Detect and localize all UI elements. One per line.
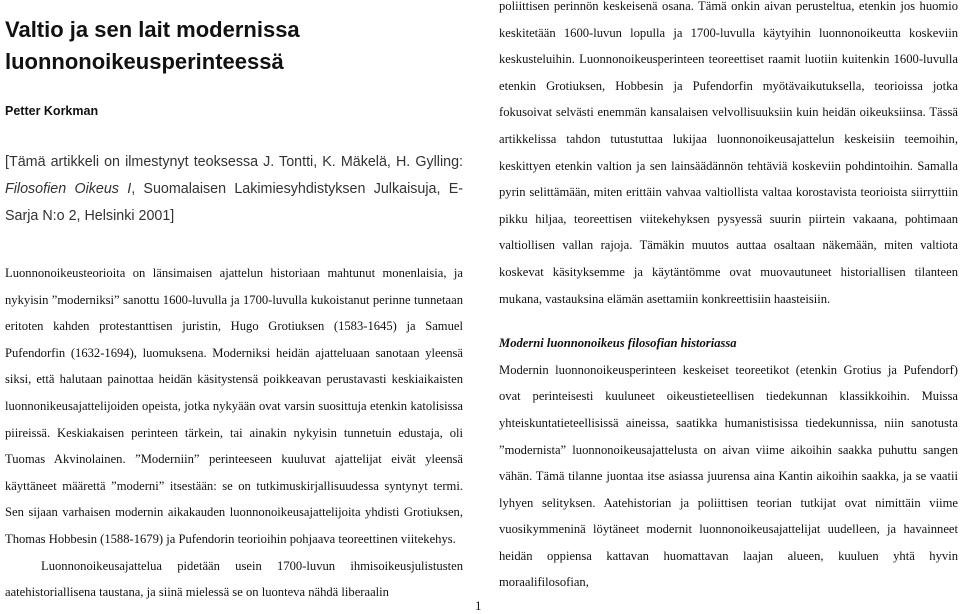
paragraph-continuation: poliittisen perinnön keskeisenä osana. Tämä onkin aivan perusteltua, etenkin jos huomio keskitetään 1600-luvun lopulla ja 1700-luvulla käytyihin luonnonoikeutta koskeviin keskusteluihin. Luonnonoikeusperinteen teoreettiset raamit luotiin kuitenkin 1600-luvulla etenkin Grotiuksen, Hobbesin ja Pufendorfin myötävaikutuksella, teorioissa jotka fokusoivat selvästi enemmän kansalaisen velvollisuuksiin kuin heidän oikeuksiinsa. Tässä artikkelissa tahdon tutustuttaa lukijaa luonnonoikeusajattelun keskeisiin teemoihin, keskittyen etenkin valtion ja sen lainsäädännön tehtäviä koskeviin pohdintoihin. Samalla pyrin selittämään, miten erittäin vahvaa valtiollista valtaa korostavista teorioista siirryttiin pikku hiljaa, teoreettisen viitekehyksen pysyessä suurin piirtein vakaana, pohtimaan valtiollisen vallan rajoja. Tämäkin muutos auttaa osaltaan näkemään, miten valtiota koskevat käsityksemme ja käytäntömme ovat muovautuneet historiallisen tilanteen mukana, vastauksina elämän asettamiin konkreettisiin haasteisiin. (499, 0, 958, 306)
paragraph-liberal-heritage: Luonnonoikeusajattelua pidetään usein 1700-luvun ihmisoikeusjulistusten aatehistoriallisena taustana, ja siinä mielessä se on luonteva nähdä liberaalin (5, 558, 463, 600)
citation-suffix: , Suomalaisen Lakimiesyhdistyksen Julkaisuja, E-Sarja N:o 2, Helsinki 2001] (5, 181, 464, 224)
intro-paragraph: Luonnonoikeusteorioita on länsimaisen ajattelun historiaan mahtunut monenlaisia, ja nykyisin ”moderniksi” sanottu 1600-luvulla ja 1700-luvulla kukoistanut perinne tunnetaan eritoten kahden protestanttisen juristin, Hugo Grotiuksen (1583-1645) ja Samuel Pufendorfin (1632-1694), luomuksena. Moderniksi heidän ajatteluaan sanotaan yleensä siksi, että halutaan painottaa heidän käsitystensä poikkeavan perustavasti keskiaikaisten luonnonikeusajattelijoiden opeista, jotka nykyään ovat varsin suosittuja etenkin katolisissa piireissä. Keskiakaisen perinteen tärkein, tai ainakin nykyisin tunnetuin edustaja, oli Tuomas Akvinolainen. ”Moderniin” perinteeseen kuuluvat ajattelijat eivät yleensä käyttäneet määrettä ”moderni” itsestään: se on tutkimuskirjallisuudessa syntynyt termi. Sen sijaan varhaisen modernin aikakauden luonnonoikeusajattelijoita yhdisti Grotiuksen, Thomas Hobbesin (1588-1679) ja Pufendorin teorioihin pohjaava teoreettinen viitekehys. (5, 266, 463, 546)
article-title: Valtio ja sen lait modernissa luonnonoikeusperinteessä (5, 17, 300, 74)
left-column (5, 260, 463, 606)
section-heading: Moderni luonnonoikeus filosofian historiassa (499, 336, 737, 351)
section-paragraph: Modernin luonnonoikeusperinteen keskeiset teoreetikot (etenkin Grotius ja Pufendorf) ovat perinteisesti kuuluneet oikeustieteellisen tiedekunnan klassikkoihin. Muissa yhteiskuntatieteellisissä aineissa, saatikka humanistisissa tiedekunnissa, niin sanotusta ”modernista” luonnonoikeusajattelusta on aivan viime aikoihin saakka puhuttu sangen vähän. Tämä tilanne juontaa itse asiassa juurensa aina Kantin aikoihin saakka, ja se vaatii lyhyen selityksen. Aatehistorian ja poliittisen teorian tutkijat ovat nimittäin viime vuosikymmeninä löytäneet modernit luonnonoikeusajattelijat uudelleen, ja havainneet heidän oppiensa kattavan huomattavan laajan alueen, kuuluen yhtä hyvin moraalifilosofian, (499, 362, 958, 590)
citation-book-title: Filosofien Oikeus I (5, 181, 132, 197)
right-column (499, 0, 958, 596)
publication-note (5, 149, 463, 230)
citation-prefix: [Tämä artikkeli on ilmestynyt teoksessa J. Tontti, K. Mäkelä, H. Gylling: (5, 154, 463, 170)
page-number: 1 (475, 598, 482, 613)
author-name: Petter Korkman (5, 104, 99, 118)
